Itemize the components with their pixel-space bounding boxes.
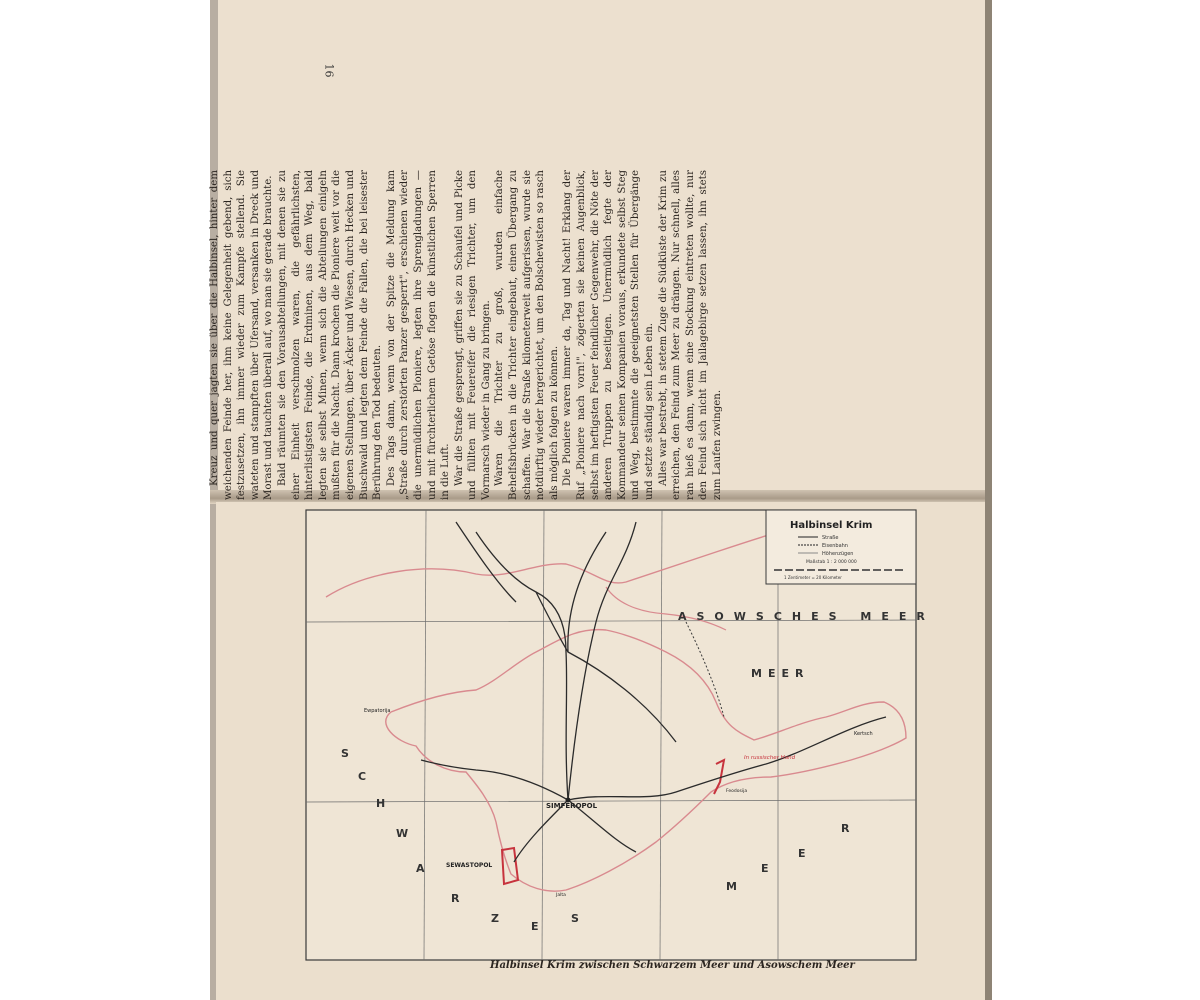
paragraph: Alles war bestrebt, in stetem Zuge die Südküste der Krim zu erreichen, den Feind zum Meer zu drängen. Nur schnell, alles ran hieß es dann, wenn eine Stockung eintreten wollte, nur den Feind sich nicht im Jailagebirge setzen lassen, ihn stets zum Laufen zwingen.: [657, 170, 723, 500]
paragraph: Waren die Trichter zu groß, wurden einfache Behelfsbrücken in die Trichter eingebaut, einen Übergang zu schaffen. War die Straße kilometerweit aufgerissen, wurde sie notdürftig wieder hergerichtet, um den Bolschewisten so rasch als möglich folgen zu können.: [494, 170, 560, 500]
svg-text:R: R: [841, 822, 850, 835]
paragraph: Kreuz und quer jagten sie über die Halbinsel, hinter dem weichenden Feinde her, ihm keine Gelegenheit gebend, sich festzusetzen, ihn immer wieder zum Kampfe stellend. Sie wateten und stampften über Ufersand, versanken in Dreck und Morast und tauchten überall auf, wo man sie gerade brauchte.: [209, 170, 275, 500]
paragraph: Bald räumten sie den Vorausabteilungen, mit denen sie zu einer Einheit verschmolzen waren, die gefährlichsten, hinterlistigsten Feinde, die Erdminen, aus dem Weg, bald legten sie selbst Minen, wenn sich die Abteilungen einigeln mußten für die Nacht. Dann krochen die Pioniere weit vor die eigenen Stellungen, über Äcker und Wiesen, durch Hecken und Buschwald und legten dem Feinde die Fallen, die bei leisester Berührung den Tod bedeuten.: [276, 170, 384, 500]
svg-text:1 Zentimeter = 20 Kilometer: 1 Zentimeter = 20 Kilometer: [784, 575, 842, 580]
svg-text:W: W: [396, 827, 409, 840]
svg-text:Maßstab 1 : 2 000 000: Maßstab 1 : 2 000 000: [806, 560, 857, 565]
map-caption: Halbinsel Krim zwischen Schwarzem Meer und Asowschem Meer: [490, 960, 855, 971]
city-jalta: Jalta: [556, 893, 566, 898]
text-column: [209, 60, 758, 500]
azov-sea-label: [678, 610, 935, 623]
azov-meer-label: MEER: [751, 667, 810, 680]
svg-text:S: S: [571, 912, 579, 925]
crimea-map: [306, 502, 935, 966]
svg-text:M: M: [726, 880, 737, 893]
svg-text:ASOWSCHES MEER: ASOWSCHES MEER: [678, 610, 935, 623]
svg-text:A: A: [416, 862, 425, 875]
page-number: 16: [322, 63, 336, 78]
svg-text:Höhenzügen: Höhenzügen: [822, 551, 854, 557]
city-feodosija: Feodosija: [726, 789, 748, 794]
paragraph: Des Tags dann, wenn von der Spitze die Meldung kam „Straße durch zerstörten Panzer gesperrt", erschienen wieder die unermüdlichen Pioniere, legten ihre Sprengladungen — und mit fürchterlichem Getöse flogen die künstlichen Sperren in die Luft.: [385, 170, 452, 500]
svg-text:E: E: [761, 862, 769, 875]
front-label: In russischer Hand: [744, 755, 796, 761]
svg-text:H: H: [376, 797, 386, 810]
svg-text:E: E: [531, 920, 539, 933]
paragraph: War die Straße gesprengt, griffen sie zu Schaufel und Picke und füllten mit Feuereifer die riesigen Trichter, um den Vormarsch wieder in Gang zu bringen.: [453, 170, 492, 500]
city-simferopol: SIMFEROPOL: [546, 802, 598, 810]
svg-text:E: E: [798, 847, 806, 860]
svg-text:S: S: [341, 747, 349, 760]
svg-text:R: R: [451, 892, 460, 905]
svg-text:Straße: Straße: [822, 535, 839, 541]
city-ewpatorija: Ewpatorija: [364, 708, 391, 714]
svg-text:Eisenbahn: Eisenbahn: [822, 543, 848, 549]
legend-title: Halbinsel Krim: [790, 520, 873, 531]
city-kertsch: Kertsch: [854, 731, 873, 737]
svg-text:Z: Z: [491, 912, 499, 925]
page-edge: [985, 0, 992, 1000]
map-legend: [766, 510, 916, 584]
svg-text:C: C: [358, 770, 367, 783]
paragraph: Die Pioniere waren immer da, Tag und Nacht! Erklang der Ruf „Pioniere nach vorn!", zögerten sie keinen Augenblick, selbst im heftigsten Feuer feindlicher Gegenwehr, die Nöte der anderen Truppen zu beseitigen. Unermüdlich fegte der Kommandeur seinen Kompanien voraus, erkundete selbst Steg und Weg, bestimmte die geeignetsten Stellen für Übergänge und setzte ständig sein Leben ein.: [562, 170, 655, 500]
city-sewastopol: SEWASTOPOL: [446, 862, 493, 869]
